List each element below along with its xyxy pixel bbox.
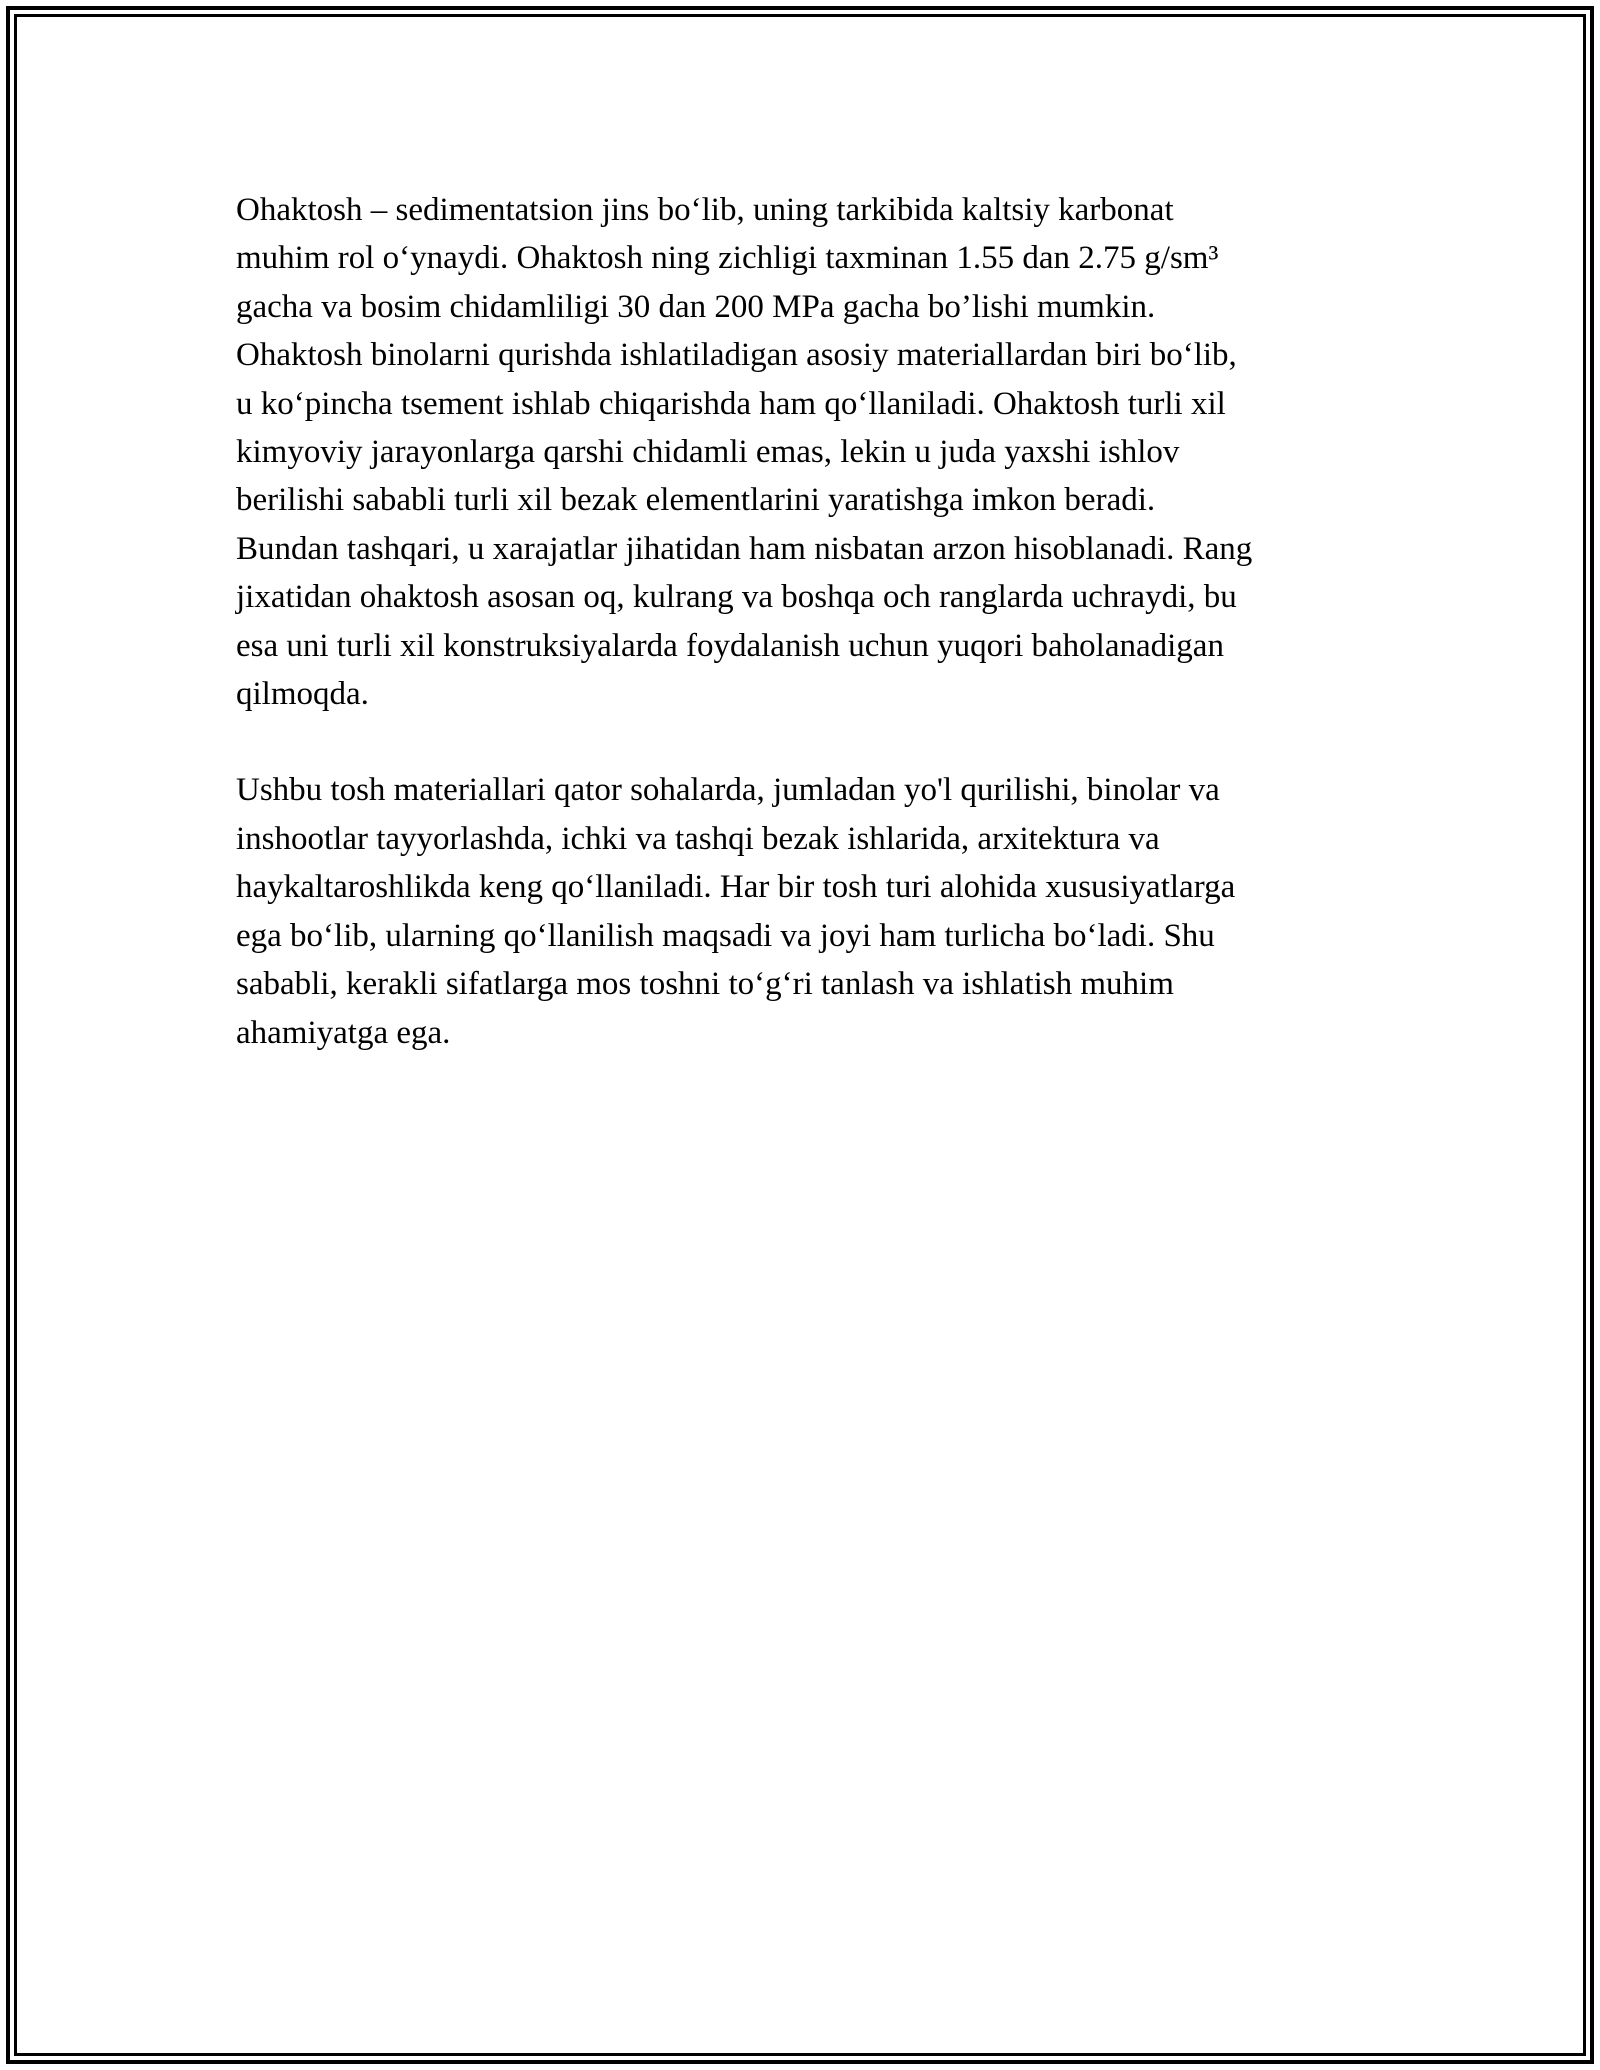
paragraph-stone-materials: Ushbu tosh materiallari qator sohalarda, jumladan yo'l qurilishi, binolar va inshootlar tayyorlashda, ichki va tashqi bezak ishlarida, arxitektura va haykaltaroshlikda keng qo‘llaniladi. Har bir tosh turi alohida xususiyatlarga ega bo‘lib, ularning qo‘llanilish maqsadi va joyi ham turlicha bo‘ladi. Shu sababli, kerakli sifatlarga mos toshni to‘g‘ri tanlash va ishlatish muhim ahamiyatga ega. — [236, 772, 1236, 1051]
page-content — [236, 186, 1376, 1057]
paragraph-limestone: Ohaktosh – sedimentatsion jins bo‘lib, uning tarkibida kaltsiy karbonat muhim rol o‘ynaydi. Ohaktosh ning zichligi taxminan 1.55 dan 2.75 g/sm³ gacha va bosim chidamliligi 30 dan 200 MPa gacha bo’lishi mumkin. Ohaktosh binolarni qurishda ishlatiladigan asosiy materiallardan biri bo‘lib, u ko‘pincha tsement ishlab chiqarishda ham qo‘llaniladi. Ohaktosh turli xil kimyoviy jarayonlarga qarshi chidamli emas, lekin u juda yaxshi ishlov berilishi sababli turli xil bezak elementlarini yaratishga imkon beradi. Bundan tashqari, u xarajatlar jihatidan ham nisbatan arzon hisoblanadi. Rang jixatidan ohaktosh asosan oq, kulrang va boshqa och ranglarda uchraydi, bu esa uni turli xil konstruksiyalarda foydalanish uchun yuqori baholanadigan qilmoqda. — [236, 192, 1253, 713]
